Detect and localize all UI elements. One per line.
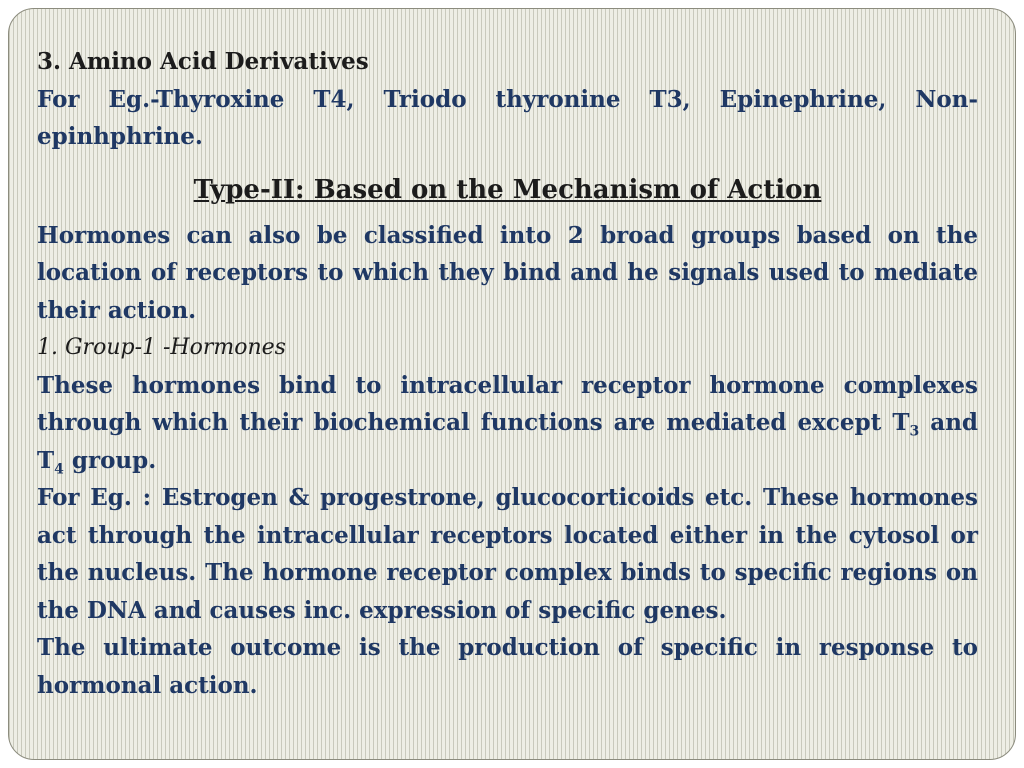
- type-2-intro-paragraph: Hormones can also be classified into 2 broad groups based on the location of receptors to which they bind and he signals used to mediate their action.: [37, 221, 978, 324]
- section-3-title: 3. Amino Acid Derivatives: [37, 48, 369, 75]
- group-1-paragraph-3: The ultimate outcome is the production of specific in response to hormonal action.: [37, 634, 978, 699]
- group-1-heading: 1. Group-1 -Hormones: [37, 335, 286, 360]
- group-1-p1-text-c: group.: [63, 446, 157, 474]
- group-1-p1-text-b: and T: [37, 409, 978, 474]
- group-1-p1-subscript-4: 4: [54, 461, 64, 478]
- slide-content: [37, 43, 978, 704]
- type-2-heading: Type-II: Based on the Mechanism of Action: [193, 174, 822, 205]
- section-3-examples: For Eg.-Thyroxine T4, Triodo thyronine T3, Epinephrine, Non-epinhphrine.: [37, 85, 978, 150]
- group-1-p1-subscript-3: 3: [909, 423, 920, 440]
- group-1-paragraph-1: [37, 367, 978, 480]
- group-1-p1-text-a: These hormones bind to intracellular receptor hormone complexes through which their biochemical functions are mediated except T: [37, 371, 978, 436]
- group-1-paragraph-2: For Eg. : Estrogen & progestrone, glucocorticoids etc. These hormones act through the intracellular receptors located either in the cytosol or the nucleus. The hormone receptor complex binds to specific regions on the DNA and causes inc. expression of specific genes.: [37, 484, 978, 624]
